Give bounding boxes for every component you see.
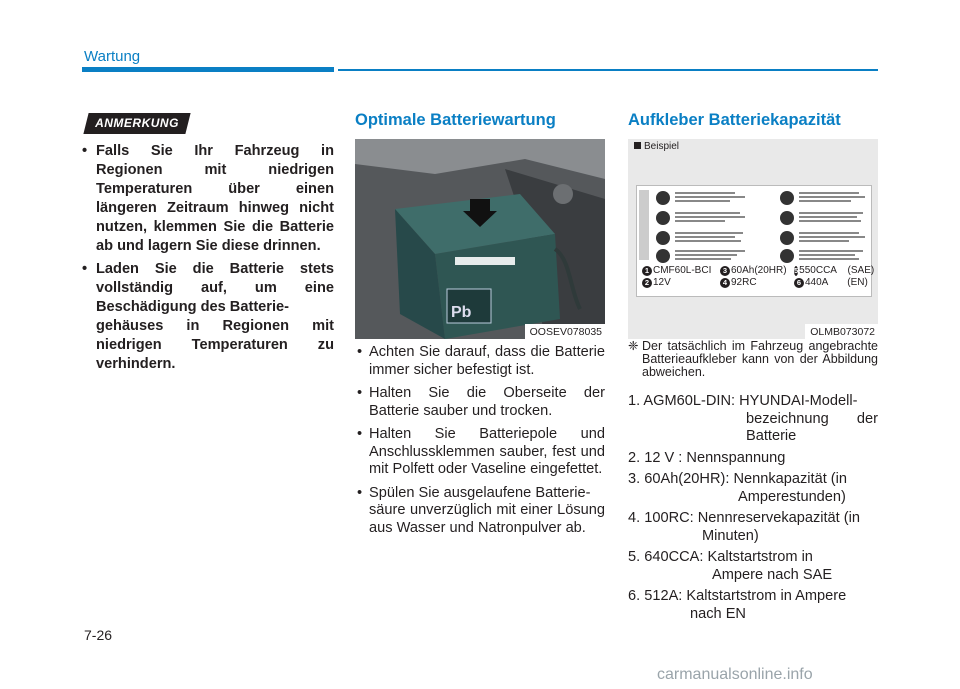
label-item-cont: nach EN [690, 605, 746, 622]
spec-row [642, 265, 875, 277]
section-header-label: Wartung [84, 48, 141, 65]
label-item-cont: bezeichnung der Batterie [746, 410, 878, 444]
spec-item [720, 265, 794, 277]
label-item-cont: Ampere nach SAE [712, 566, 833, 583]
maintenance-bullet: • Achten Sie darauf, dass die Batterie immer sicher befestigt ist. [355, 344, 605, 379]
spec-item [642, 265, 720, 277]
label-item-cont: Minuten) [702, 527, 759, 544]
battery-photo [355, 139, 605, 339]
battery-label-caption: OLMB073072 [805, 324, 878, 339]
spec-number-badge: 3 [720, 266, 730, 276]
maintenance-bullet [355, 485, 605, 538]
label-item-main: 3. 60Ah(20HR): Nennkapazität (in [628, 471, 848, 487]
spec-item [642, 277, 720, 289]
spec-item [794, 277, 872, 289]
spec-row [642, 277, 872, 289]
note-symbol-icon: ❈ [628, 339, 639, 353]
label-item [628, 549, 878, 584]
maintenance-list [355, 344, 605, 537]
spec-number-badge: 2 [642, 278, 652, 288]
battery-maintenance-heading: Optimale Batteriewartung [355, 111, 556, 129]
note-list [80, 142, 334, 374]
example-label [634, 141, 679, 152]
battery-photo-caption: OOSEV078035 [525, 324, 605, 339]
spec-number-badge: 1 [642, 266, 652, 276]
header-rule-thick [82, 67, 334, 72]
note-badge [83, 113, 190, 134]
svg-text:Pb: Pb [451, 304, 472, 321]
note-bullet-text-cont: gehäuses in Regionen mit niedrigen Temperaturen zu verhindern. [96, 318, 334, 372]
label-item-cont: Amperestunden) [738, 488, 846, 505]
maintenance-bullet-text-cont: säure unverzüglich mit einer Lösung aus Wasser und Natronpulver ab. [369, 502, 605, 536]
square-icon [634, 142, 641, 149]
label-item-main: 2. 12 V : Nennspannung [628, 449, 786, 466]
header-rule-thin [338, 69, 878, 71]
example-label-text: Beispiel [644, 141, 680, 152]
battery-label-figure [628, 139, 878, 339]
label-item-main: 6. 512A: Kaltstartstrom in Ampere [628, 588, 847, 604]
spec-number-badge: 4 [720, 278, 730, 288]
note-bullet-text: Laden Sie die Batterie stets vollständig auf, um eine Beschädigung des Batterie- [96, 261, 334, 315]
maintenance-bullet: • Halten Sie die Oberseite der Batterie sauber und trocken. [355, 385, 605, 420]
spec-item [794, 265, 875, 277]
label-item-main: 1. AGM60L-DIN: HYUNDAI-Modell- [628, 393, 858, 409]
sticker-specs [642, 265, 875, 289]
maintenance-bullet-text: Spülen Sie ausgelaufene Batterie- [369, 484, 591, 501]
battery-label-heading: Aufkleber Batteriekapazität [628, 111, 841, 129]
note-column [80, 142, 334, 378]
spec-text: 60Ah(20HR) [731, 265, 787, 276]
label-item-main: 4. 100RC: Nennreservekapazität (in [628, 510, 860, 526]
spec-number-badge: 6 [794, 278, 804, 288]
spec-text: 12V [653, 277, 671, 288]
spec-item [720, 277, 794, 289]
page-number: 7-26 [84, 627, 113, 643]
maintenance-bullet: • Halten Sie Batteriepole und Anschlussklemmen sauber, fest und mit Polfett oder Vaseline eingefettet. [355, 426, 605, 479]
battery-label-column [628, 340, 878, 627]
battery-illustration [355, 139, 605, 339]
label-note-text: Der tatsächlich im Fahrzeug angebrachte Batterieaufkleber kann von der Abbildung abweichen. [642, 339, 878, 379]
spec-text: 92RC [731, 277, 757, 288]
spec-text: 550CCA (SAE) [799, 265, 875, 276]
label-item [628, 510, 878, 545]
spec-text: CMF60L-BCI [653, 265, 712, 276]
note-bullet [80, 260, 334, 374]
label-item [628, 588, 878, 623]
label-item [628, 471, 878, 506]
spec-number-badge: 5 [794, 266, 799, 275]
watermark: carmanualsonline.info [657, 666, 813, 683]
note-bullet: • Falls Sie Ihr Fahrzeug in Regionen mit niedrigen Temperaturen über einen längeren Zeitraum hinweg nicht nutzen, klemmen Sie die Batterie ab und lagern Sie diese drinnen. [80, 142, 334, 256]
label-note [628, 340, 878, 379]
maintenance-column [355, 344, 605, 543]
label-items [628, 393, 878, 623]
label-item-main: 5. 640CCA: Kaltstartstrom in [628, 549, 813, 565]
label-item [628, 450, 878, 468]
note-badge-label: ANMERKUNG [95, 116, 179, 130]
label-item [628, 393, 878, 446]
spec-text: 440A (EN) [805, 277, 868, 288]
